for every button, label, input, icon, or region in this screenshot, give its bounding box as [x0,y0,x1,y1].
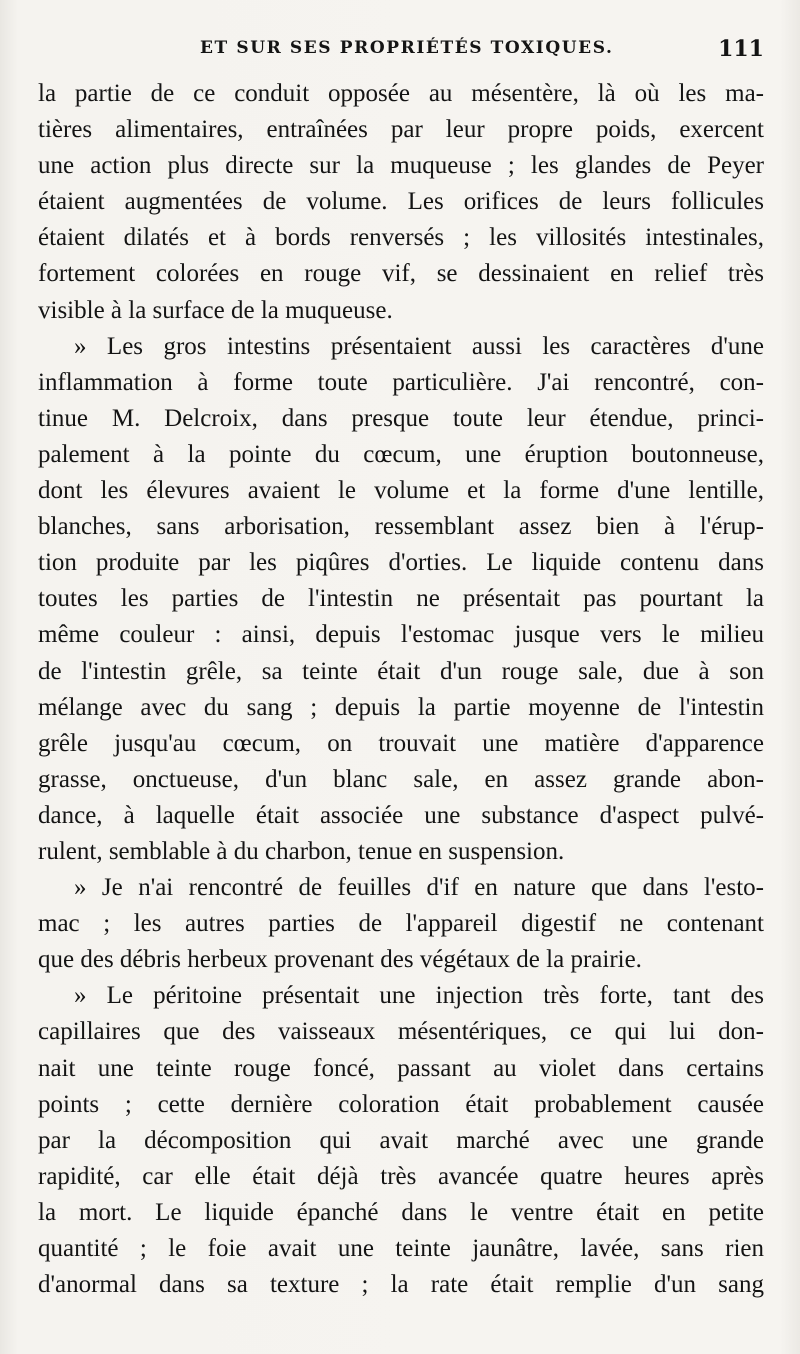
text-line: quantité ; le foie avait une teinte jaunâtre, lavée, sans rien [38,1235,764,1262]
text-line: la mort. Le liquide épanché dans le ventre était en petite [38,1198,764,1226]
body-text [38,76,764,1303]
text-line: la partie de ce conduit opposée au mésentère, là où les ma- [38,80,764,107]
text-line: » Le péritoine présentait une injection très forte, tant des [74,982,764,1010]
running-title: ET SUR SES PROPRIÉTÉS TOXIQUES. [200,38,614,58]
text-line: toutes les parties de l'intestin ne présentait pas pourtant la [38,585,764,613]
text-line: grêle jusqu'au cœcum, on trouvait une matière d'apparence [38,729,764,757]
text-line: dont les élevures avaient le volume et la forme d'une lentille, [38,477,764,505]
text-line: rapidité, car elle était déjà très avancée quatre heures après [38,1162,764,1190]
text-line: fortement colorées en rouge vif, se dessinaient en relief très [38,260,764,288]
text-line: mac ; les autres parties de l'appareil digestif ne contenant [38,910,764,938]
text-line: tinue M. Delcroix, dans presque toute leur étendue, princi- [38,404,764,432]
text-line: de l'intestin grêle, sa teinte était d'un rouge sale, due à son [38,657,764,685]
text-line: nait une teinte rouge foncé, passant au violet dans certains [38,1054,764,1082]
text-line: d'anormal dans sa texture ; la rate était remplie d'un sang [38,1271,764,1299]
text-line: mélange avec du sang ; depuis la partie moyenne de l'intestin [38,693,764,721]
text-line: que des débris herbeux provenant des végétaux de la prairie. [38,946,642,974]
text-line: capillaires que des vaisseaux mésentériques, ce qui lui don- [38,1018,764,1046]
page-header [40,36,766,76]
text-line: visible à la surface de la muqueuse. [38,296,393,324]
text-line: par la décomposition qui avait marché avec une grande [38,1126,764,1154]
page-number: 111 [718,36,764,62]
text-line: une action plus directe sur la muqueuse ; les glandes de Peyer [38,152,764,180]
text-line: inflammation à forme toute particulière. J'ai rencontré, con- [38,368,764,396]
text-line: même couleur : ainsi, depuis l'estomac jusque vers le milieu [38,621,764,649]
text-line: tières alimentaires, entraînées par leur propre poids, exercent [38,116,764,144]
text-line: tion produite par les piqûres d'orties. Le liquide contenu dans [38,549,764,577]
text-line: grasse, onctueuse, d'un blanc sale, en assez grande abon- [38,765,764,793]
text-line: rulent, semblable à du charbon, tenue en suspension. [38,837,565,865]
text-line: palement à la pointe du cœcum, une éruption boutonneuse, [38,440,764,468]
text-line: dance, à laquelle était associée une substance d'aspect pulvé- [38,801,764,829]
text-line: étaient augmentées de volume. Les orifices de leurs follicules [38,188,764,216]
text-line: » Les gros intestins présentaient aussi les caractères d'une [74,332,764,360]
text-line: points ; cette dernière coloration était probablement causée [38,1090,764,1118]
text-line: étaient dilatés et à bords renversés ; les villosités intestinales, [38,224,764,252]
text-line: blanches, sans arborisation, ressemblant assez bien à l'érup- [38,513,764,541]
text-line: » Je n'ai rencontré de feuilles d'if en nature que dans l'esto- [74,874,764,902]
